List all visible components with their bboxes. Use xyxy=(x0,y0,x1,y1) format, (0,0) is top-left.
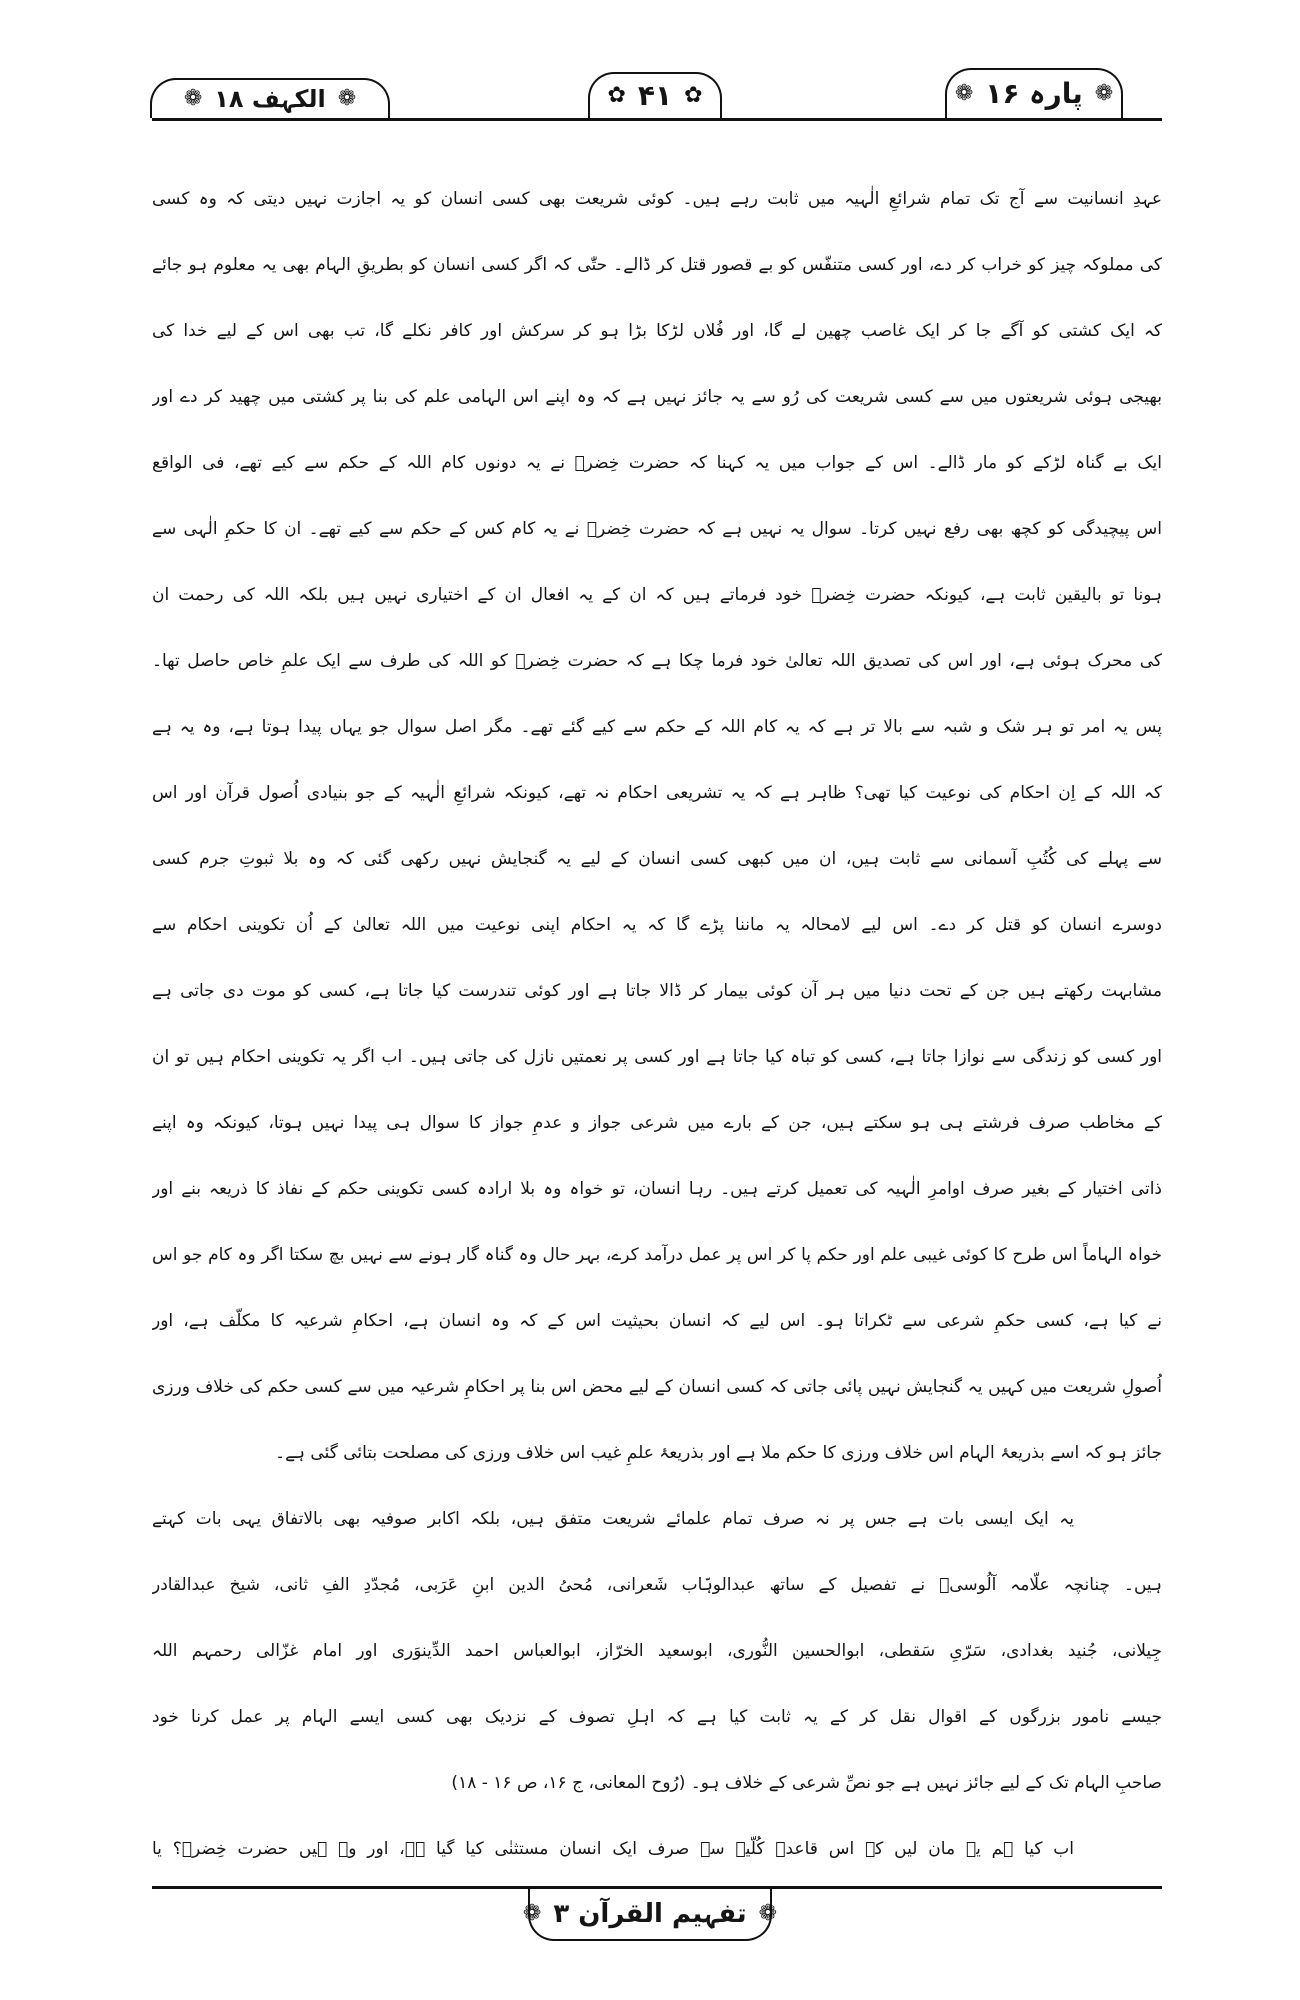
text-line: کی مملوکہ چیز کو خراب کر دے، اور کسی متنفّس کو بے قصور قتل کر ڈالے۔ حتّٰی کہ اگر کسی انسان کو بطریقِ الہام بھی یہ معلوم ہو جائے xyxy=(152,255,1162,275)
text-line: اور کسی کو زندگی سے نوازا جاتا ہے، کسی کو تباہ کیا جاتا ہے اور کسی پر نعمتیں نازل کی جاتی ہیں۔ اب اگر یہ تکوینی احکام ہیں تو ان xyxy=(152,1047,1162,1067)
surah-label: الکہف ۱۸ xyxy=(214,85,326,113)
floral-ornament-icon xyxy=(684,85,702,107)
floral-ornament-icon xyxy=(338,88,356,110)
page-number-cartouche xyxy=(588,72,722,118)
text-line: اُصولِ شریعت میں کہیں یہ گنجایش نہیں پائی جاتی کہ کسی انسان کے لیے محض اس بنا پر احکامِ شرعیہ میں سے کسی حکم کی خلاف ورزی xyxy=(152,1377,1162,1397)
floral-ornament-icon xyxy=(1095,83,1113,105)
text-line: ہیں۔ چنانچہ علّامہ آلُوسیؒ نے تفصیل کے ساتھ عبدالوہّاب شَعرانی، مُحیُ الدین ابنِ عَرَبی، مُجدّدِ الفِ ثانی، شیخ عبدالقادر xyxy=(152,1575,1162,1595)
page-number: ۴۱ xyxy=(637,79,673,112)
juz-label: پارہ ۱۶ xyxy=(985,77,1083,110)
text-line: نے کیا ہے، کسی حکمِ شرعی سے ٹکراتا ہو۔ اس لیے کہ انسان بحیثیت اس کے کہ وہ انسان ہے، احکامِ شرعیہ کا مکلّف ہے، اور xyxy=(152,1311,1162,1331)
surah-cartouche xyxy=(150,78,390,118)
paragraph-start-line: یہ ایک ایسی بات ہے جس پر نہ صرف تمام علمائے شریعت متفق ہیں، بلکہ اکابر صوفیہ بھی بالاتفاق یہی بات کہتے xyxy=(152,1509,1074,1529)
floral-ornament-icon xyxy=(184,88,202,110)
header-rule xyxy=(152,118,1162,121)
footer-cartouche xyxy=(528,1889,772,1941)
juz-cartouche xyxy=(945,68,1123,118)
text-line: کے مخاطب صرف فرشتے ہی ہو سکتے ہیں، جن کے بارے میں شرعی جواز و عدمِ جواز کا سوال ہی پیدا نہیں ہوتا، کیونکہ وہ اپنے xyxy=(152,1113,1162,1133)
text-line: جیسے نامور بزرگوں کے اقوال نقل کر کے یہ ثابت کیا ہے کہ اہلِ تصوف کے نزدیک بھی کسی ایسے الہام پر عمل کرنا خود xyxy=(152,1707,1162,1727)
floral-ornament-icon xyxy=(607,85,625,107)
paragraph-start-line: اب کیا ہم یہ مان لیں کہ اس قاعدۂ کُلّیہ سے صرف ایک انسان مستثنٰی کیا گیا ہے، اور وہ ہیں حضرت خِضرؑ؟ یا xyxy=(152,1839,1074,1859)
floral-ornament-icon xyxy=(523,1903,541,1925)
body-text xyxy=(152,166,1162,1882)
text-line: ذاتی اختیار کے بغیر صرف اوامرِ الٰہیہ کی تعمیل کرتے ہیں۔ رہا انسان، تو خواہ وہ بلا ارادہ کسی تکوینی حکم کے نفاذ کا ذریعہ بنے اور xyxy=(152,1179,1162,1199)
text-line: عہدِ انسانیت سے آج تک تمام شرائعِ الٰہیہ میں ثابت رہے ہیں۔ کوئی شریعت بھی کسی انسان کو یہ اجازت نہیں دیتی کہ وہ کسی xyxy=(152,189,1162,209)
book-title: تفہیم القرآن ۳ xyxy=(553,1899,747,1929)
text-line: پس یہ امر تو ہر شک و شبہ سے بالا تر ہے کہ یہ کام اللہ کے حکم سے کیے گئے تھے۔ مگر اصل سوال جو یہاں پیدا ہوتا ہے، وہ یہ ہے xyxy=(152,717,1162,737)
text-line: مشابہت رکھتے ہیں جن کے تحت دنیا میں ہر آن کوئی بیمار کر ڈالا جاتا ہے اور کوئی تندرست کیا جاتا ہے، کسی کو موت دی جاتی ہے xyxy=(152,981,1162,1001)
text-line: اس پیچیدگی کو کچھ بھی رفع نہیں کرتا۔ سوال یہ نہیں ہے کہ حضرت خِضرؑ نے یہ کام کس کے حکم سے کیے تھے۔ ان کا حکمِ الٰہی سے xyxy=(152,519,1162,539)
text-line: سے پہلے کی کُتُبِ آسمانی سے ثابت ہیں، ان میں کبھی کسی انسان کے لیے یہ گنجایش نہیں رکھی گئی کہ وہ بلا ثبوتِ جرم کسی xyxy=(152,849,1162,869)
citation-line: صاحبِ الہام تک کے لیے جائز نہیں ہے جو نصِّ شرعی کے خلاف ہو۔ (رُوح المعانی، ج ۱۶، ص ۱۶ - ۱۸) xyxy=(451,1773,1162,1793)
floral-ornament-icon xyxy=(759,1903,777,1925)
text-line: کہ اللہ کے اِن احکام کی نوعیت کیا تھی؟ ظاہر ہے کہ یہ تشریعی احکام نہ تھے، کیونکہ شرائعِ الٰہیہ کے جو بنیادی اُصول قرآن اور اس xyxy=(152,783,1162,803)
text-line: دوسرے انسان کو قتل کر دے۔ اس لیے لامحالہ یہ ماننا پڑے گا کہ یہ احکام اپنی نوعیت میں اللہ تعالیٰ کے اُن تکوینی احکام سے xyxy=(152,915,1162,935)
text-line: کہ ایک کشتی کو آگے جا کر ایک غاصب چھین لے گا، اور فُلاں لڑکا بڑا ہو کر سرکش اور کافر نکلے گا، تب بھی اس کے لیے خدا کی xyxy=(152,321,1162,341)
text-line: جِیلانی، جُنید بغدادی، سَرّیِ سَقطی، ابوالحسین النُّوری، ابوسعید الخرّاز، ابوالعباس احمد الدِّینوَری اور امام غزّالی رحمہم اللہ xyxy=(152,1641,1162,1661)
text-line: ہونا تو بالیقین ثابت ہے، کیونکہ حضرت خِضرؑ خود فرماتے ہیں کہ ان کے یہ افعال ان کے اختیاری نہیں ہیں بلکہ اللہ کی رحمت ان xyxy=(152,585,1162,605)
text-line: جائز ہو کہ اسے بذریعۂ الہام اس خلاف ورزی کا حکم ملا ہے اور بذریعۂ علمِ غیب اس خلاف ورزی کی مصلحت بتائی گئی ہے۔ xyxy=(275,1443,1162,1463)
text-line: ایک بے گناہ لڑکے کو مار ڈالے۔ اس کے جواب میں یہ کہنا کہ حضرت خِضرؑ نے یہ دونوں کام اللہ کے حکم سے کیے تھے، فی الواقع xyxy=(152,453,1162,473)
text-line: کی محرک ہوئی ہے، اور اس کی تصدیق اللہ تعالیٰ خود فرما چکا ہے کہ حضرت خِضرؑ کو اللہ کی طرف سے ایک علمِ خاص حاصل تھا۔ xyxy=(152,651,1162,671)
floral-ornament-icon xyxy=(955,83,973,105)
text-line: خواہ الہاماً اس طرح کا کوئی غیبی علم اور حکم پا کر اس پر عمل درآمد کرے، بہر حال وہ گناہ گار ہونے سے نہیں بچ سکتا اگر وہ کام جو اس xyxy=(152,1245,1162,1265)
text-line: بھیجی ہوئی شریعتوں میں سے کسی شریعت کی رُو سے یہ جائز نہیں ہے کہ وہ اپنے اس الہامی علم کی بنا پر کشتی میں چھید کر دے اور xyxy=(152,387,1162,407)
